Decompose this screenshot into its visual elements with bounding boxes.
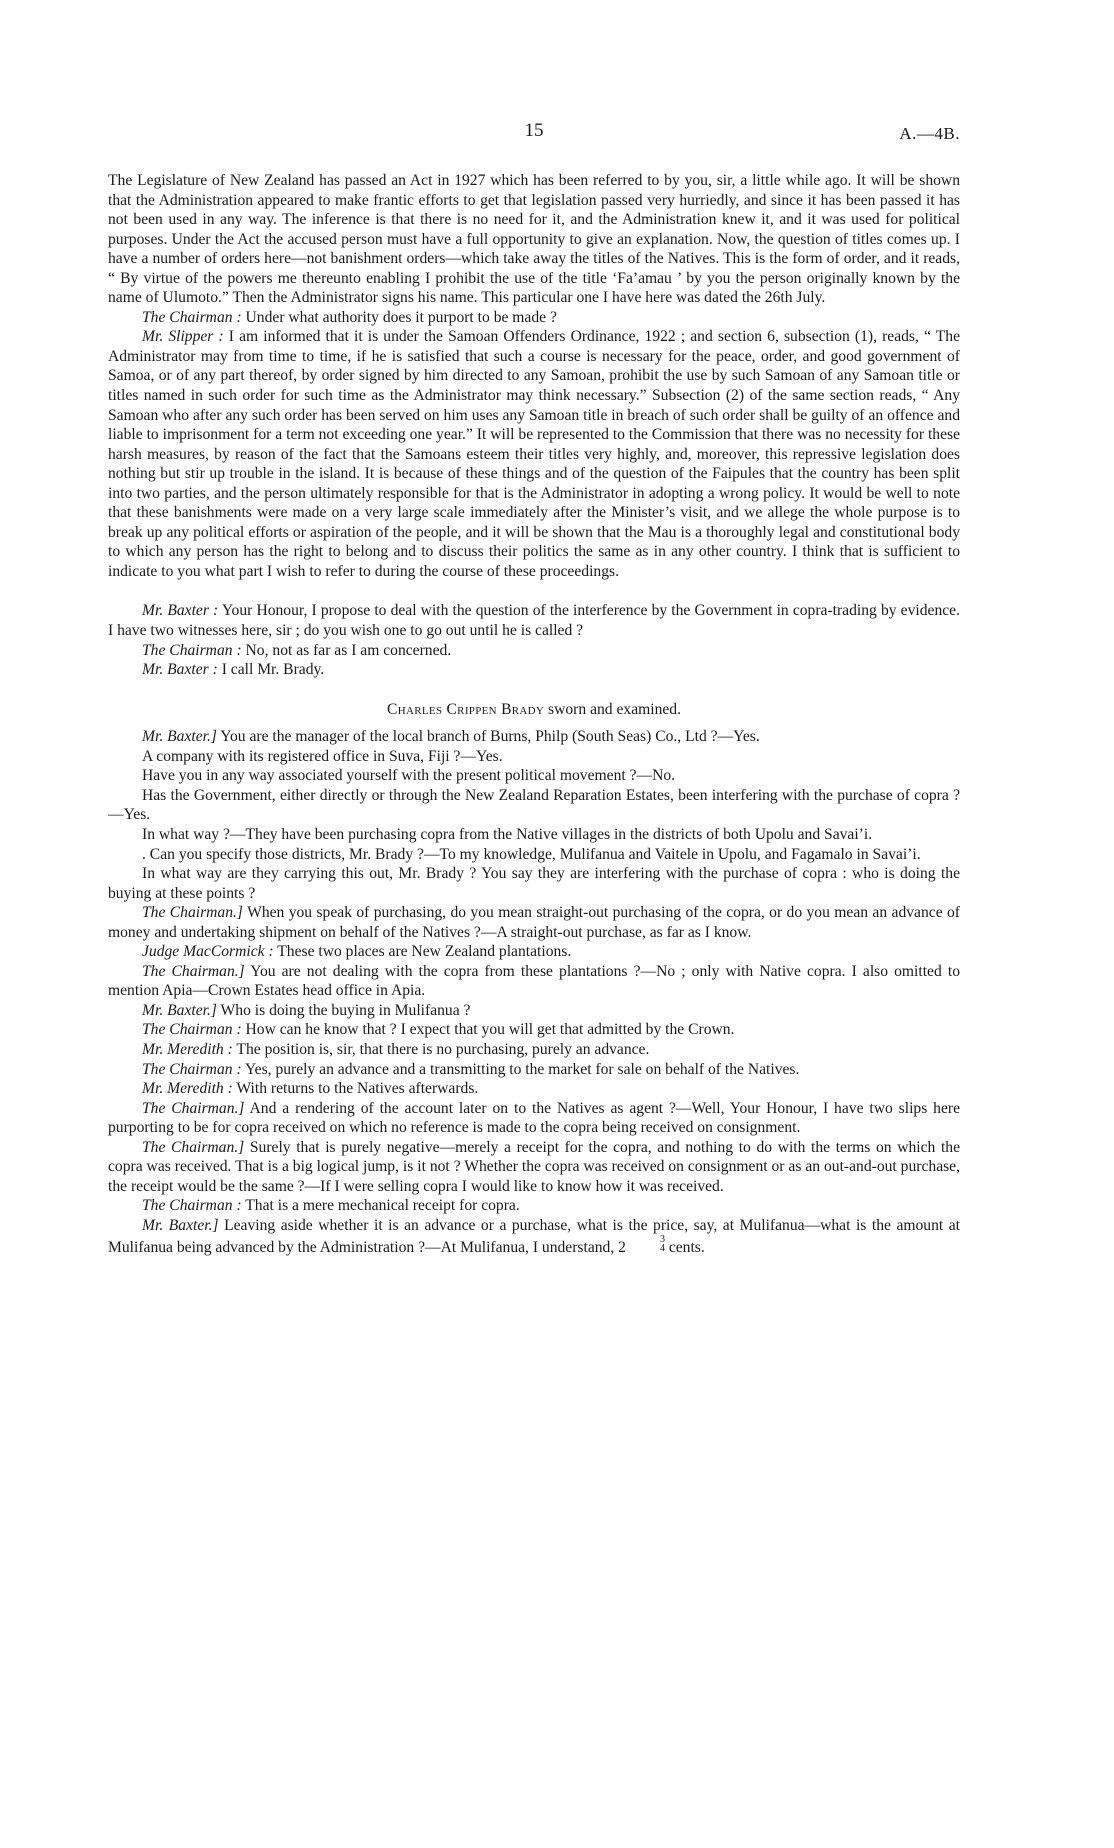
speech-text: The position is, sir, that there is no purchasing, purely an advance. xyxy=(232,1040,650,1058)
speaker-label: Mr. Slipper : xyxy=(142,328,224,346)
speech-text: Under what authority does it purport to be made ? xyxy=(241,308,557,326)
paragraph-legislature: The Legislature of New Zealand has passed an Act in 1927 which has been referred to by you, sir, a little while ago. It will be shown that the Administration appeared to make frantic efforts to get that legislation passed very hurriedly, and since it has been passed it has not been used in any way. The inference is that there is no need for it, and the Administration knew it, and it was used for political purposes. Under the Act the accused person must have a full opportunity to give an explanation. Now, the question of titles comes up. I have a number of orders here—not banishment orders—which take away the titles of the Natives. This is the form of order, and it reads, “ By virtue of the powers me thereunto enabling I prohibit the use of the title ‘Fa’amau ’ by you the person originally known by the name of Ulumoto.” Then the Administrator signs his name. This particular one I have here was dated the 26th July. xyxy=(108,172,960,307)
speech-text: When you speak of purchasing, do you mean straight-out purchasing of the copra, or do you mean an advance of money and undertaking shipment on behalf of the Natives ?—A straight-out purchase, as far as I know. xyxy=(108,904,960,941)
fraction-numerator: 3 xyxy=(659,1234,665,1246)
paragraph-chairman-reply xyxy=(108,641,960,661)
document-reference: A.—4B. xyxy=(899,124,960,143)
testimony-line xyxy=(108,1216,960,1258)
testimony-line xyxy=(108,1001,960,1021)
page-header xyxy=(108,118,960,148)
testimony-line xyxy=(108,1079,960,1099)
speaker-label: The Chairman.] xyxy=(142,1099,245,1117)
speaker-label: Mr. Baxter : xyxy=(142,602,219,620)
speaker-label: Mr. Meredith : xyxy=(142,1080,233,1098)
speaker-label: Judge MacCormick : xyxy=(142,943,274,961)
paragraph-baxter-proposal xyxy=(108,601,960,640)
paragraph-baxter-call xyxy=(108,660,960,680)
speaker-label: Mr. Baxter.] xyxy=(142,1001,217,1019)
paragraph-chairman-authority xyxy=(108,308,960,328)
testimony-line: Have you in any way associated yourself with the present political movement ?—No. xyxy=(142,767,676,785)
witness-name: Charles Crippen Brady xyxy=(387,700,545,718)
testimony-line: Has the Government, either directly or through the New Zealand Reparation Estates, been interfering with the purchase of copra ?—Yes. xyxy=(108,786,960,824)
fraction-denominator: 4 xyxy=(659,1243,665,1255)
testimony-line xyxy=(108,1060,960,1080)
fraction-three-quarters xyxy=(626,1235,665,1253)
speech-text: Surely that is purely negative—merely a receipt for the copra, and nothing to do with the terms on which the copra was received. That is a big logical jump, is it not ? Whether the copra was received on consignment or as an out-and-out purchase, the receipt would be the same ?—If I were selling copra I would like to know how it was received. xyxy=(108,1138,961,1195)
speaker-label: Mr. Baxter.] xyxy=(142,728,217,746)
witness-heading xyxy=(108,700,960,720)
speech-text: Yes, purely an advance and a transmitting to the market for sale on behalf of the Natives. xyxy=(241,1060,800,1078)
testimony-line xyxy=(108,727,960,747)
heading-gap xyxy=(108,719,960,727)
speaker-label: The Chairman : xyxy=(142,1021,242,1039)
speech-text: These two places are New Zealand plantations. xyxy=(273,943,572,961)
speech-text-end: cents. xyxy=(664,1239,705,1257)
speech-text: I am informed that it is under the Samoan Offenders Ordinance, 1922 ; and section 6, subsection (1), reads, “ The Administrator may from time to time, if he is satisfied that such a course is necessary for the peace, order, and good government of Samoa, or of any part thereof, by order signed by him directed to any Samoan, prohibit the use by such Samoan of any Samoan title or titles named in such order for such time as the Administrator may think necessary.” Subsection (2) of the same section reads, “ Any Samoan who after any such order has been served on him uses any Samoan title in breach of such order shall be guilty of an offence and liable to imprisonment for a term not exceeding one year.” It will be represented to the Commission that there was no necessity for these harsh measures, by reason of the fact that the Samoans esteem their titles very highly, and, moreover, this repressive legislation does nothing but stir up trouble in the island. It is because of these things and of the question of the Faipules that the country has been split into two parties, and the person ultimately responsible for that is the Administrator in adopting a wrong policy. It would be well to note that these banishments were made on a very large scale immediately after the Minister’s visit, and we allege the whole purpose is to break up any political efforts or aspiration of the people, and it will be shown that the Mau is a thoroughly legal and constitutional body to which any person has the right to belong and to discuss their politics the same as in any other country. I think that is sufficient to indicate to you what part I wish to refer to during the course of these proceedings. xyxy=(108,328,960,580)
speech-text: Who is doing the buying in Mulifanua ? xyxy=(216,1001,471,1019)
testimony-line xyxy=(108,1040,960,1060)
speaker-label: The Chairman.] xyxy=(142,1138,245,1156)
speech-text: No, not as far as I am concerned. xyxy=(241,641,452,659)
speech-text: You are not dealing with the copra from these plantations ?—No ; only with Native copra. I also omitted to mention Apia—Crown Estates head office in Apia. xyxy=(108,962,960,1000)
speech-text: You are the manager of the local branch of Burns, Philp (South Seas) Co., Ltd ?—Yes. xyxy=(216,728,760,746)
speech-text: I call Mr. Brady. xyxy=(217,661,325,679)
testimony-line: In what way are they carrying this out, Mr. Brady ? You say they are interfering with the purchase of copra : who is doing the buying at these points ? xyxy=(108,865,960,902)
speaker-label: The Chairman : xyxy=(142,641,242,659)
testimony-line: . Can you specify those districts, Mr. Brady ?—To my knowledge, Mulifanua and Vaitele in Upolu, and Fagamalo in Savai’i. xyxy=(142,845,921,863)
testimony-line xyxy=(108,1099,960,1138)
speech-text: And a rendering of the account later on to the Natives as agent ?—Well, Your Honour, I have two slips here purporting to be for copra received on which no reference is made to the copra being received on consignment. xyxy=(108,1099,960,1137)
testimony-line xyxy=(108,903,960,942)
speaker-label: Mr. Baxter : xyxy=(142,661,218,679)
speech-text: With returns to the Natives afterwards. xyxy=(232,1080,479,1098)
paragraph-gap xyxy=(108,680,960,700)
speaker-label: Mr. Baxter.] xyxy=(142,1216,219,1234)
testimony-line: In what way ?—They have been purchasing copra from the Native villages in the districts of both Upolu and Savai’i. xyxy=(142,825,873,843)
speech-text: That is a mere mechanical receipt for copra. xyxy=(241,1197,520,1215)
speech-text: Leaving aside whether it is an advance or a purchase, what is the price, say, at Mulifanua—what is the amount at Mulifanua being advanced by the Administration ?—At Mulifanua, I understand, 2 xyxy=(108,1216,960,1257)
testimony-line xyxy=(108,1138,960,1197)
paragraph-gap xyxy=(108,581,960,601)
testimony-line xyxy=(108,1196,960,1216)
speaker-label: The Chairman : xyxy=(142,1060,242,1078)
speaker-label: The Chairman : xyxy=(142,308,242,326)
paragraph-slipper xyxy=(108,327,960,581)
speech-text: Your Honour, I propose to deal with the question of the interference by the Government in copra-trading by evidence. I have two witnesses here, sir ; do you wish one to go out until he is called ? xyxy=(108,602,960,640)
document-body xyxy=(108,171,960,1258)
testimony-line xyxy=(108,1020,960,1040)
page-number: 15 xyxy=(524,120,544,141)
testimony-line xyxy=(108,962,960,1001)
speaker-label: Mr. Meredith : xyxy=(142,1040,233,1058)
testimony-line: A company with its registered office in Suva, Fiji ?—Yes. xyxy=(142,747,503,765)
speaker-label: The Chairman.] xyxy=(142,962,245,980)
testimony-line xyxy=(108,942,960,962)
witness-status: sworn and examined. xyxy=(544,700,681,718)
speaker-label: The Chairman : xyxy=(142,1197,242,1215)
speech-text: How can he know that ? I expect that you will get that admitted by the Crown. xyxy=(241,1021,735,1039)
speaker-label: The Chairman.] xyxy=(142,904,243,922)
